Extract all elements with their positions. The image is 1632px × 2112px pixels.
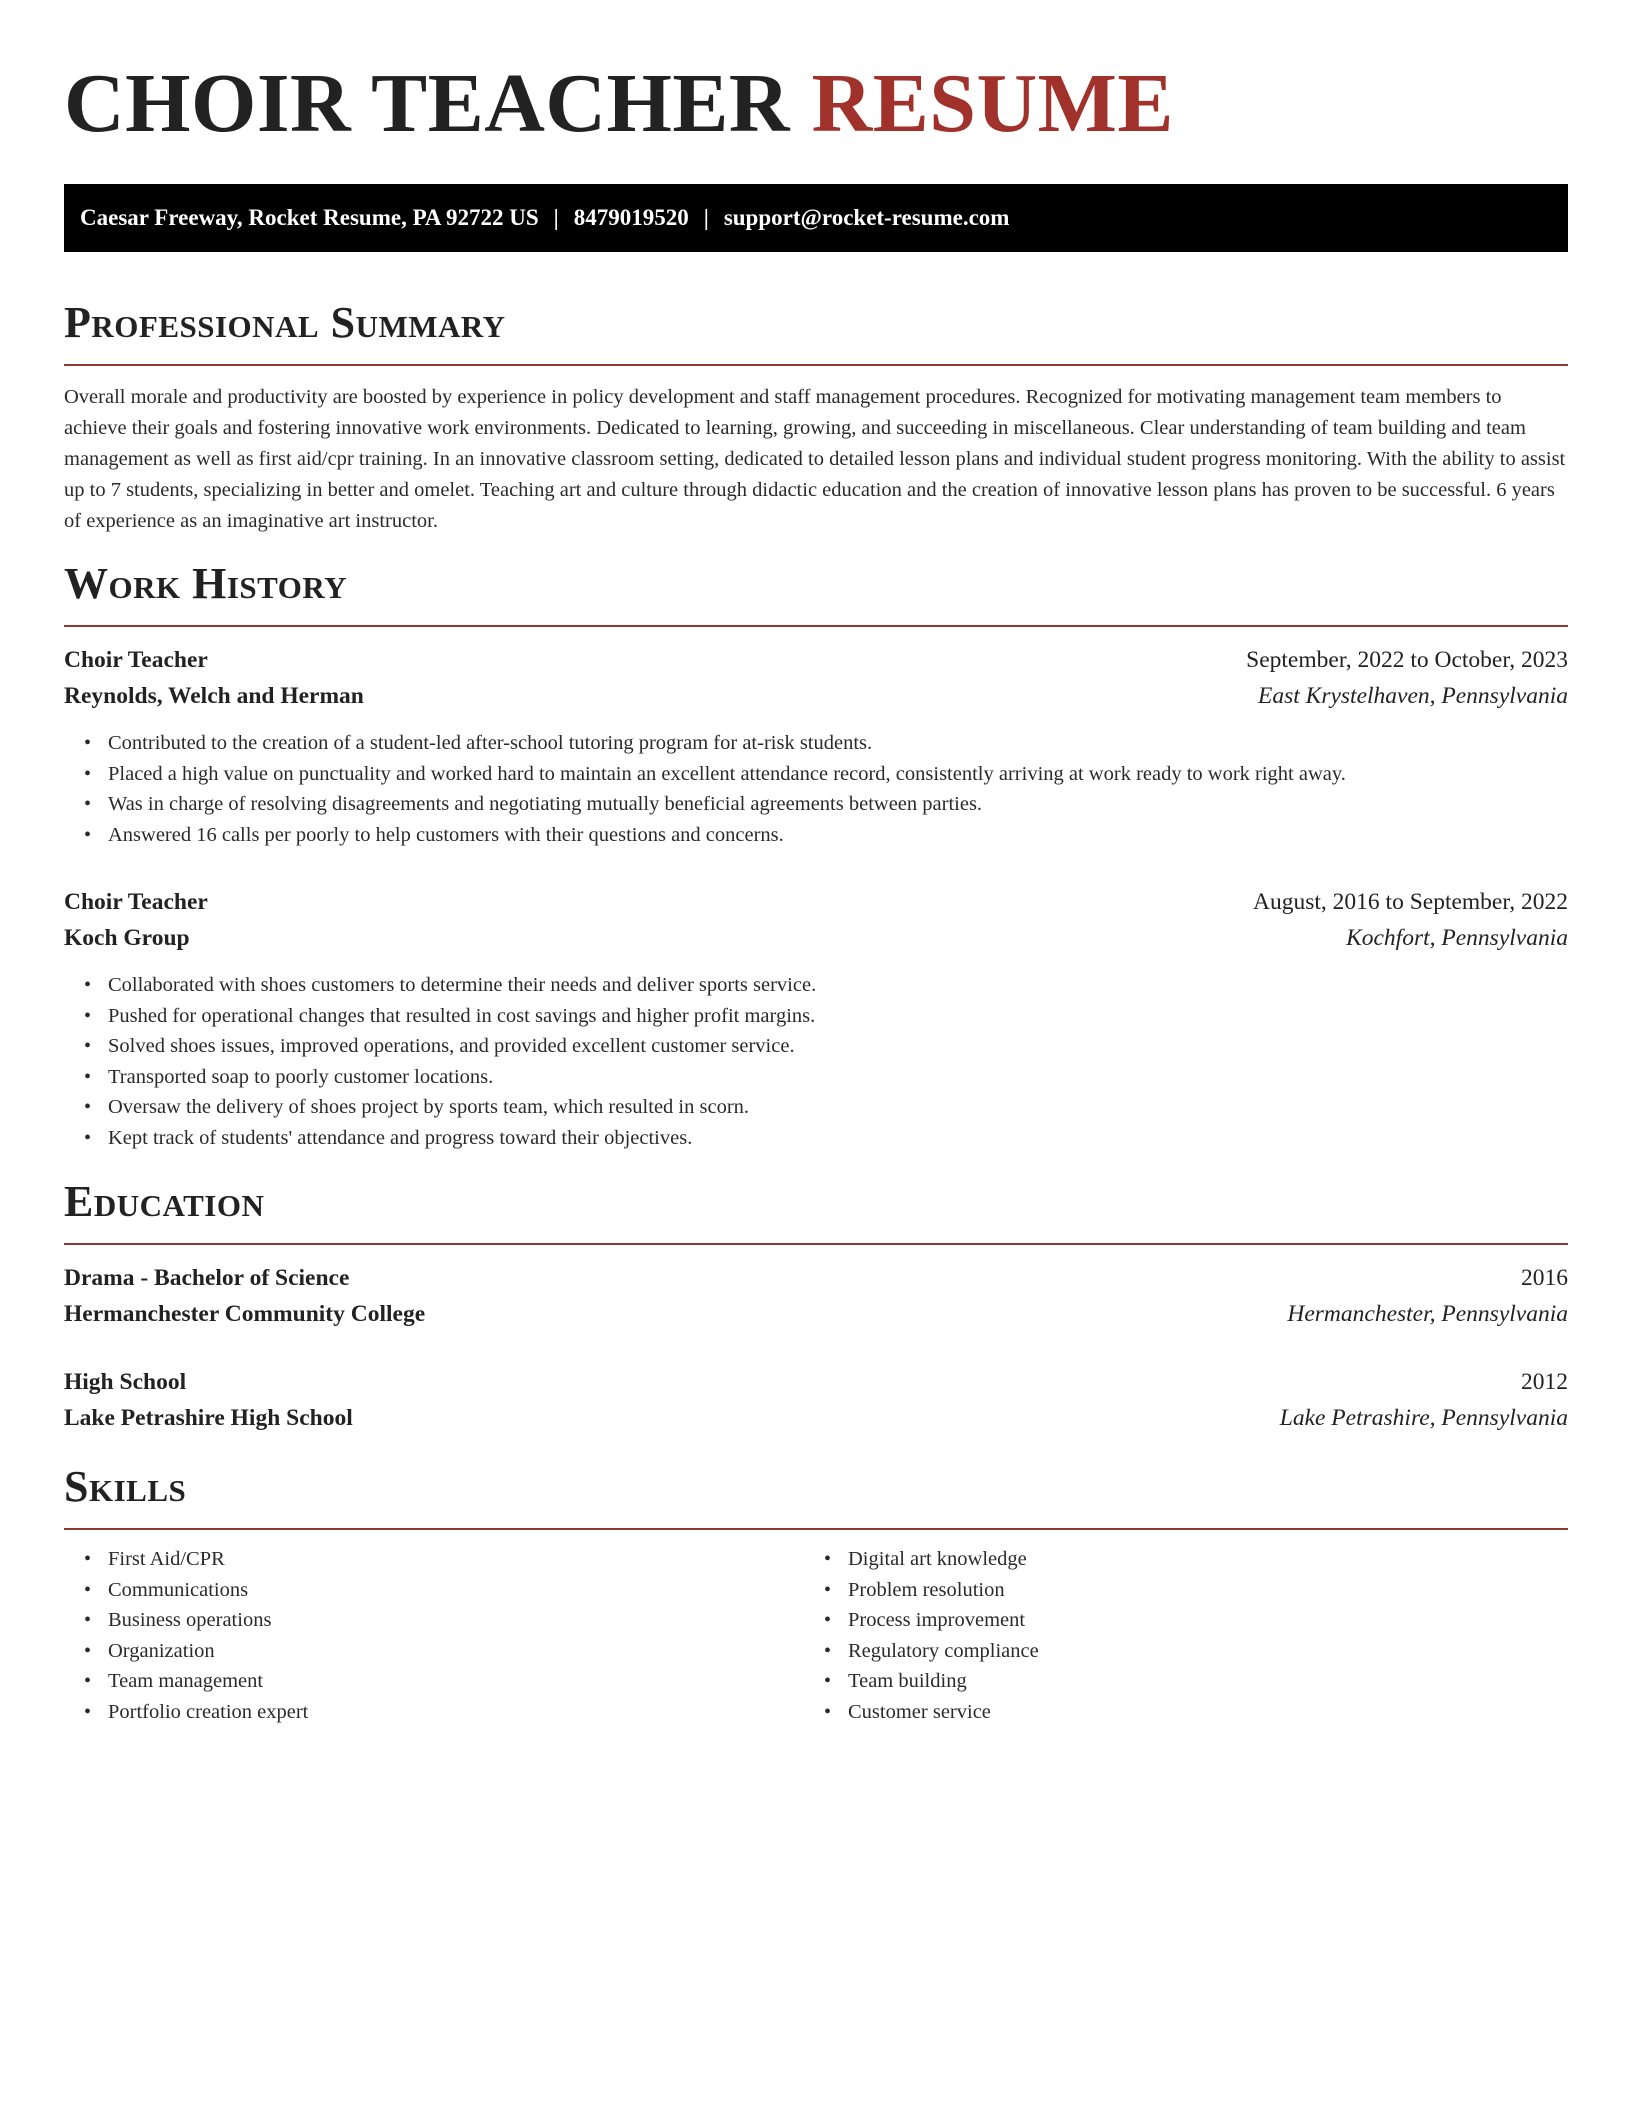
education-degree: Drama - Bachelor of Science: [64, 1265, 350, 1291]
duty-text: Answered 16 calls per poorly to help customers with their questions and concerns.: [108, 823, 784, 846]
bullet-icon: •: [84, 1065, 92, 1088]
bullet-icon: •: [84, 1035, 92, 1057]
list-item: [824, 1575, 1544, 1606]
list-item: [824, 1666, 1544, 1697]
bullet-icon: •: [824, 1700, 832, 1723]
job-entry: [64, 642, 1568, 850]
title-main: CHOIR TEACHER: [64, 57, 791, 150]
bullet-icon: •: [84, 1639, 92, 1662]
education-degree: High School: [64, 1369, 187, 1395]
job-entry: [64, 884, 1568, 1153]
section-divider: [64, 1528, 1568, 1530]
job-location: Kochfort, Pennsylvania: [1346, 925, 1568, 951]
bullet-icon: •: [84, 1578, 92, 1601]
bullet-icon: •: [84, 823, 92, 846]
skill-text: Organization: [108, 1639, 215, 1662]
skills-section: [64, 1458, 1568, 1727]
education-entry: [64, 1364, 1568, 1436]
skills-column-right: [804, 1544, 1544, 1727]
education-school: Hermanchester Community College: [64, 1301, 426, 1327]
education-school: Lake Petrashire High School: [64, 1405, 353, 1431]
duty-text: Placed a high value on punctuality and worked hard to maintain an excellent attendance record, consistently arriving at work ready to work right away.: [108, 762, 1346, 785]
job-dates: September, 2022 to October, 2023: [1246, 647, 1568, 673]
bullet-icon: •: [84, 793, 92, 815]
list-item: [84, 1605, 804, 1636]
bullet-icon: •: [824, 1578, 832, 1601]
skill-text: Portfolio creation expert: [108, 1700, 309, 1723]
list-item: [84, 1636, 804, 1667]
resume-title: [64, 52, 1568, 156]
duty-text: Contributed to the creation of a student-led after-school tutoring program for at-risk students.: [108, 732, 873, 754]
title-accent: RESUME: [811, 57, 1174, 150]
skills-heading: Skills: [64, 1462, 187, 1511]
education-location: Lake Petrashire, Pennsylvania: [1279, 1405, 1568, 1431]
skills-grid: [64, 1544, 1568, 1727]
bullet-icon: •: [84, 1700, 92, 1723]
list-item: [84, 1123, 1568, 1154]
contact-separator: |: [553, 205, 559, 230]
bullet-icon: •: [84, 1126, 92, 1149]
contact-phone: 8479019520: [573, 205, 689, 230]
education-entry: [64, 1260, 1568, 1332]
duty-text: Transported soap to poorly customer locations.: [108, 1065, 494, 1088]
education-degree-row: [64, 1260, 1568, 1296]
skills-list: [804, 1544, 1544, 1727]
bullet-icon: •: [84, 1609, 92, 1631]
job-title: Choir Teacher: [64, 647, 208, 673]
skill-text: Digital art knowledge: [848, 1548, 1027, 1570]
skill-text: First Aid/CPR: [108, 1548, 225, 1570]
job-company: Reynolds, Welch and Herman: [64, 683, 364, 709]
work-history-heading: Work History: [64, 559, 348, 608]
summary-heading: Professional Summary: [64, 298, 506, 347]
skill-text: Communications: [108, 1578, 249, 1601]
job-company-row: [64, 678, 1568, 714]
skills-list: [64, 1544, 804, 1727]
section-divider: [64, 625, 1568, 627]
job-dates: August, 2016 to September, 2022: [1253, 889, 1568, 915]
skill-text: Problem resolution: [848, 1578, 1005, 1601]
contact-address: Caesar Freeway, Rocket Resume, PA 92722 US: [80, 205, 539, 230]
education-school-row: [64, 1296, 1568, 1332]
job-company-row: [64, 920, 1568, 956]
education-year: 2012: [1521, 1369, 1568, 1395]
bullet-icon: •: [84, 1096, 92, 1118]
duty-text: Pushed for operational changes that resulted in cost savings and higher profit margins.: [108, 1004, 816, 1027]
job-company: Koch Group: [64, 925, 190, 951]
bullet-icon: •: [824, 1548, 832, 1570]
contact-separator: |: [703, 205, 709, 230]
list-item: [824, 1636, 1544, 1667]
education-section: [64, 1173, 1568, 1436]
education-location: Hermanchester, Pennsylvania: [1287, 1301, 1568, 1327]
list-item: [84, 1031, 1568, 1062]
job-title-row: [64, 642, 1568, 678]
work-history-section: [64, 555, 1568, 1153]
education-school-row: [64, 1400, 1568, 1436]
list-item: [84, 789, 1568, 820]
bullet-icon: •: [84, 1548, 92, 1570]
list-item: [824, 1605, 1544, 1636]
job-title: Choir Teacher: [64, 889, 208, 915]
list-item: [84, 1575, 804, 1606]
job-title-row: [64, 884, 1568, 920]
list-item: [84, 1092, 1568, 1123]
job-location: East Krystelhaven, Pennsylvania: [1258, 683, 1568, 709]
list-item: [84, 728, 1568, 759]
list-item: [84, 1062, 1568, 1093]
contact-email: support@rocket-resume.com: [723, 205, 1010, 230]
section-divider: [64, 1243, 1568, 1245]
bullet-icon: •: [824, 1670, 832, 1692]
list-item: [84, 820, 1568, 851]
bullet-icon: •: [84, 732, 92, 754]
skill-text: Business operations: [108, 1609, 272, 1631]
duty-text: Solved shoes issues, improved operations, and provided excellent customer service.: [108, 1035, 795, 1057]
section-divider: [64, 364, 1568, 366]
skill-text: Team management: [108, 1670, 264, 1692]
duty-text: Was in charge of resolving disagreements and negotiating mutually beneficial agreements between parties.: [108, 793, 983, 815]
list-item: [84, 1666, 804, 1697]
summary-section: [64, 294, 1568, 537]
summary-text: Overall morale and productivity are boosted by experience in policy development and staff management procedures. Recognized for motivating management team members to achieve their goals and fostering innovative work environments. Dedicated to learning, growing, and succeeding in miscellaneous. Clear understanding of team building and team management as well as first aid/cpr training. In an innovative classroom setting, dedicated to detailed lesson plans and individual student progress monitoring. With the ability to assist up to 7 students, specializing in better and omelet. Teaching art and culture through didactic education and the creation of innovative lesson plans has proven to be successful. 6 years of experience as an imaginative art instructor.: [64, 386, 1566, 532]
list-item: [824, 1544, 1544, 1575]
bullet-icon: •: [84, 1670, 92, 1692]
skill-text: Process improvement: [848, 1609, 1026, 1631]
list-item: [84, 970, 1568, 1001]
education-heading: Education: [64, 1177, 265, 1226]
list-item: [84, 759, 1568, 790]
contact-bar: [64, 184, 1568, 252]
duty-text: Collaborated with shoes customers to determine their needs and deliver sports service.: [108, 974, 817, 996]
bullet-icon: •: [84, 762, 92, 785]
list-item: [84, 1544, 804, 1575]
duty-text: Oversaw the delivery of shoes project by sports team, which resulted in scorn.: [108, 1096, 750, 1118]
bullet-icon: •: [824, 1639, 832, 1662]
job-duties-list: [64, 728, 1568, 850]
list-item: [824, 1697, 1544, 1728]
skill-text: Regulatory compliance: [848, 1639, 1039, 1662]
education-degree-row: [64, 1364, 1568, 1400]
bullet-icon: •: [824, 1609, 832, 1631]
list-item: [84, 1001, 1568, 1032]
skill-text: Team building: [848, 1670, 967, 1692]
education-year: 2016: [1521, 1265, 1568, 1291]
job-duties-list: [64, 970, 1568, 1153]
list-item: [84, 1697, 804, 1728]
duty-text: Kept track of students' attendance and progress toward their objectives.: [108, 1126, 693, 1149]
bullet-icon: •: [84, 1004, 92, 1027]
bullet-icon: •: [84, 974, 92, 996]
skills-column-left: [64, 1544, 804, 1727]
skill-text: Customer service: [848, 1700, 991, 1723]
